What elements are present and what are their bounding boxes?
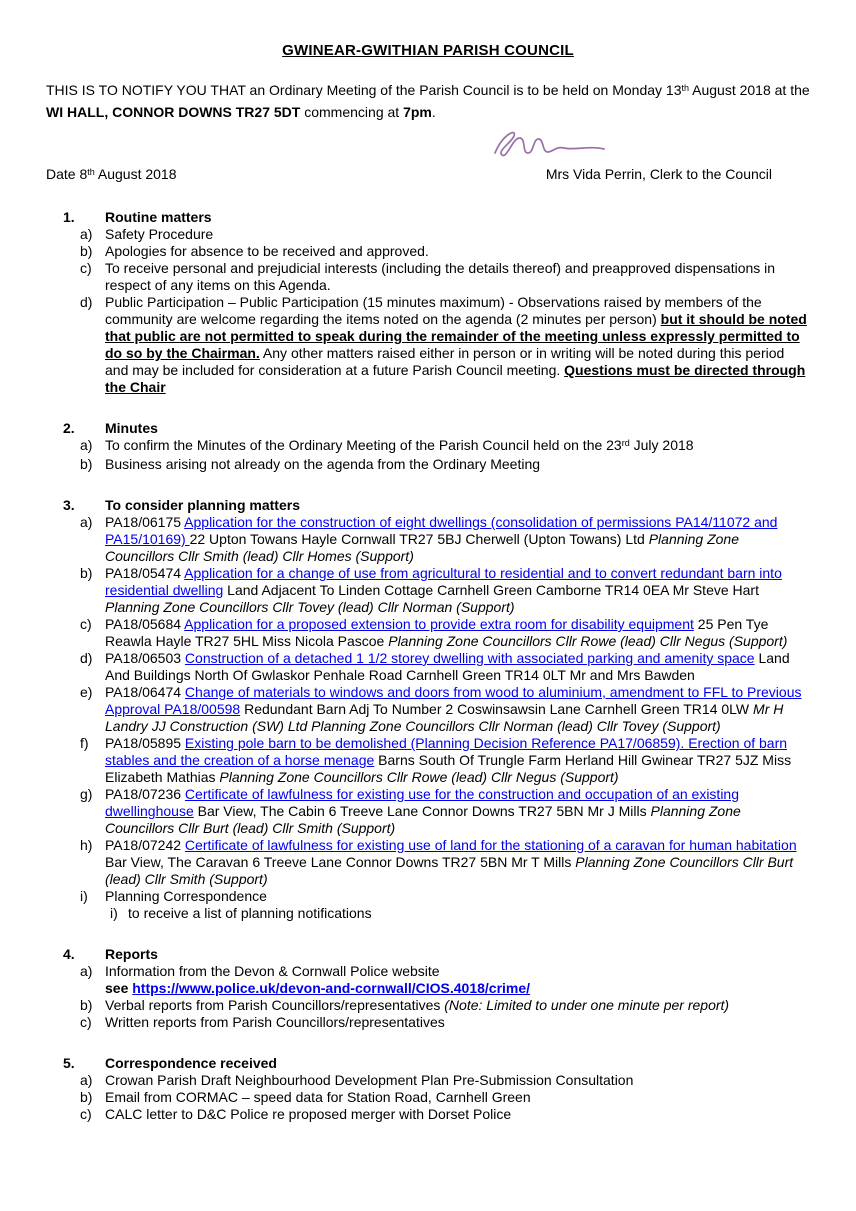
text-run: PA18/06175 (105, 514, 185, 530)
item-text (105, 226, 810, 243)
section-heading: Minutes (105, 420, 158, 436)
section-heading-row (46, 1055, 810, 1072)
item-text (105, 565, 810, 616)
meeting-notice (46, 80, 810, 122)
item-label: d) (80, 294, 93, 310)
item-text (105, 1089, 810, 1106)
signature-stroke (495, 133, 604, 156)
text-run: Any other matters raised either in person or in writing will be noted during this period and may be included for consideration at a future Parish Council meeting. (105, 345, 785, 378)
text-run: Safety Procedure (105, 226, 214, 242)
text-run: Business arising not already on the agenda from the Ordinary Meeting (105, 456, 541, 472)
hyperlink[interactable]: Application for a proposed extension to provide extra room for disability equipment (184, 616, 694, 632)
section-heading-row (46, 209, 810, 226)
text-run: see (105, 980, 133, 996)
item-text (105, 735, 810, 786)
hyperlink[interactable]: Certificate of lawfulness for existing use of land for the stationing of a caravan for human habitation (184, 837, 797, 853)
section-number: 3. (63, 497, 75, 513)
text-run: 25 Pen Tye Reawla Hayle TR27 5HL Miss Nicola Pascoe (105, 616, 769, 649)
text-run: Information from the Devon & Cornwall Police website (105, 963, 440, 979)
text-run: to receive a list of planning notifications (128, 905, 372, 921)
section-number: 4. (63, 946, 75, 962)
text-run: Planning Zone Councillors Cllr Rowe (lead) Cllr Negus (Support) (388, 633, 788, 649)
date-line (46, 165, 177, 185)
item-text (105, 1106, 810, 1123)
text-run: Bar View, The Cabin 6 Treeve Lane Connor Downs TR27 5BN Mr J Mills (193, 803, 651, 819)
text-run: th (87, 167, 95, 177)
text-run: Planning Zone Councillors Cllr Burt (lead) Cllr Smith (Support) (105, 854, 794, 887)
text-run: PA18/06474 (105, 684, 185, 700)
item-label: d) (80, 650, 93, 666)
handwritten-signature-icon (486, 125, 610, 165)
signoff-row (46, 165, 810, 185)
section-1 (46, 209, 810, 396)
item-label: i) (80, 888, 88, 904)
item-label: a) (80, 226, 93, 242)
agenda-item (46, 650, 810, 684)
hyperlink[interactable]: Application for a change of use from agricultural to residential and to convert redundant barn into residential dwelling (105, 565, 782, 598)
item-label: f) (80, 735, 89, 751)
section-2 (46, 420, 810, 473)
text-run: 22 Upton Towans Hayle Cornwall TR27 5BJ Cherwell (Upton Towans) Ltd (189, 531, 649, 547)
item-text (105, 684, 810, 735)
item-text (105, 616, 810, 650)
item-text (105, 888, 810, 905)
text-run: (Note: Limited to under one minute per report) (444, 997, 730, 1013)
item-label: a) (80, 437, 93, 453)
item-text (105, 997, 810, 1014)
item-label: h) (80, 837, 93, 853)
section-heading-row (46, 946, 810, 963)
clerk-name: Mrs Vida Perrin, Clerk to the Council (545, 166, 772, 182)
item-label: b) (80, 1089, 93, 1105)
text-run: . (431, 104, 436, 120)
item-label: a) (80, 963, 93, 979)
item-label: a) (80, 1072, 93, 1088)
item-text (105, 260, 810, 294)
item-text (105, 650, 810, 684)
item-text (105, 294, 810, 396)
item-label: i) (110, 905, 118, 921)
text-run: Redundant Barn Adj To Number 2 Coswinsawsin Lane Carnhell Green TR14 0LW (240, 701, 754, 717)
text-run: th (681, 83, 689, 93)
text-run: CALC letter to D&C Police re proposed merger with Dorset Police (105, 1106, 512, 1122)
text-run: Planning Correspondence (105, 888, 267, 904)
text-run: Planning Zone Councillors Cllr Tovey (lead) Cllr Norman (Support) (105, 599, 515, 615)
text-run: PA18/06503 (105, 650, 185, 666)
section-heading-row (46, 420, 810, 437)
agenda-item (46, 888, 810, 905)
section-number: 2. (63, 420, 75, 436)
agenda-item (46, 1106, 810, 1123)
agenda-item (46, 963, 810, 997)
section-heading: To consider planning matters (105, 497, 300, 513)
section-heading: Routine matters (105, 209, 212, 225)
item-label: c) (80, 616, 92, 632)
item-text (105, 1014, 810, 1031)
item-label: c) (80, 1014, 92, 1030)
agenda-item (46, 456, 810, 473)
agenda-item (46, 294, 810, 396)
item-text (105, 437, 810, 456)
text-run: commencing at (300, 104, 404, 120)
text-run: Barns South Of Trungle Farm Herland Hill Gwinear TR27 5JZ Miss Elizabeth Mathias (105, 752, 792, 785)
text-run: Date 8 (46, 166, 88, 182)
item-label: c) (80, 1106, 92, 1122)
section-number: 1. (63, 209, 75, 225)
item-text (105, 243, 810, 260)
item-label: b) (80, 243, 93, 259)
hyperlink[interactable]: https://www.police.uk/devon-and-cornwall/CIOS.4018/crime/ (132, 980, 531, 996)
text-run: PA18/05684 (105, 616, 185, 632)
item-label: g) (80, 786, 93, 802)
agenda-item (46, 260, 810, 294)
text-run: Public Participation – Public Participation (15 minutes maximum) - Observations raised by members of the community are welcome regarding the items noted on the agenda (2 minutes per person) (105, 294, 762, 327)
section-heading: Reports (105, 946, 158, 962)
text-run: Verbal reports from Parish Councillors/representatives (105, 997, 445, 1013)
agenda-item (46, 684, 810, 735)
signature-area (46, 124, 810, 164)
agenda-sub-item (46, 905, 810, 922)
item-label: e) (80, 684, 93, 700)
text-run: To receive personal and prejudicial interests (including the details thereof) and preapproved dispensations in respect of any items on this Agenda. (105, 260, 776, 293)
agenda-item (46, 437, 810, 456)
item-label: b) (80, 456, 93, 472)
text-run: PA18/07236 (105, 786, 185, 802)
agenda-sections (46, 209, 810, 1123)
agenda-item (46, 1089, 810, 1106)
agenda-item (46, 243, 810, 260)
hyperlink[interactable]: Change of materials to windows and doors from wood to aluminium, amendment to FFL to Previous Approval PA18/00598 (105, 684, 802, 717)
item-text (105, 1072, 810, 1089)
text-run: To confirm the Minutes of the Ordinary Meeting of the Parish Council held on the 23 (105, 437, 622, 453)
section-4 (46, 946, 810, 1031)
text-run: Planning Zone Councillors Cllr Burt (lead) Cllr Smith (Support) (105, 803, 741, 836)
hyperlink[interactable]: Certificate of lawfulness for existing use for the construction and occupation of an existing dwellinghouse (105, 786, 740, 819)
text-run: Land Adjacent To Linden Cottage Carnhell Green Camborne TR14 0EA Mr Steve Hart (223, 582, 759, 598)
text-run: August 2018 at the (689, 82, 810, 98)
agenda-item (46, 1072, 810, 1089)
item-label: b) (80, 565, 93, 581)
text-run: Mr H Landry JJ Construction (SW) Ltd Planning Zone Councillors Cllr Norman (lead) Cllr Tovey (Support) (105, 701, 784, 734)
agenda-item (46, 997, 810, 1014)
agenda-item (46, 565, 810, 616)
text-run: PA18/07242 (105, 837, 185, 853)
item-text (105, 456, 810, 473)
text-run: Written reports from Parish Councillors/representatives (105, 1014, 445, 1030)
item-text (105, 514, 810, 565)
text-run: July 2018 (629, 437, 694, 453)
item-label: a) (80, 514, 93, 530)
text-run: Planning Zone Councillors Cllr Rowe (lead) Cllr Negus (Support) (219, 769, 619, 785)
text-run: Bar View, The Caravan 6 Treeve Lane Connor Downs TR27 5BN Mr T Mills (105, 854, 576, 870)
text-run: Email from CORMAC – speed data for Station Road, Carnhell Green (105, 1089, 531, 1105)
section-heading: Correspondence received (105, 1055, 277, 1071)
item-text (105, 963, 810, 997)
item-text (105, 786, 810, 837)
text-run: Crowan Parish Draft Neighbourhood Development Plan Pre-Submission Consultation (105, 1072, 634, 1088)
text-run: Land And Buildings North Of Gwlaskor Penhale Road Carnhell Green TR14 0LT Mr and Mrs Bawden (105, 650, 790, 683)
text-run: 7pm (403, 104, 432, 120)
item-text (128, 905, 810, 922)
text-run: THIS IS TO NOTIFY YOU THAT an Ordinary Meeting of the Parish Council is to be held on Monday 13 (46, 82, 682, 98)
text-run: rd (621, 438, 630, 448)
item-label: c) (80, 260, 92, 276)
text-run: Apologies for absence to be received and approved. (105, 243, 429, 259)
agenda-item (46, 226, 810, 243)
text-run: PA18/05474 (105, 565, 185, 581)
agenda-item (46, 786, 810, 837)
agenda-item (46, 616, 810, 650)
item-label: b) (80, 997, 93, 1013)
section-number: 5. (63, 1055, 75, 1071)
text-run: WI HALL, CONNOR DOWNS TR27 5DT (46, 104, 301, 120)
text-run: but it should be noted that public are not permitted to speak during the remainder of the meeting unless expressly permitted to do so by the Chairman. (105, 311, 807, 361)
text-run: Questions must be directed through the Chair (105, 362, 806, 395)
item-text (105, 837, 810, 888)
agenda-item (46, 514, 810, 565)
agenda-item (46, 837, 810, 888)
text-run: PA18/05895 (105, 735, 185, 751)
section-3 (46, 497, 810, 922)
hyperlink[interactable]: Construction of a detached 1 1/2 storey dwelling with associated parking and amenity space (184, 650, 755, 666)
agenda-item (46, 1014, 810, 1031)
page-title: GWINEAR-GWITHIAN PARISH COUNCIL (282, 42, 574, 59)
section-heading-row (46, 497, 810, 514)
text-run: Planning Zone Councillors Cllr Smith (lead) Cllr Homes (Support) (105, 531, 740, 564)
agenda-item (46, 735, 810, 786)
hyperlink[interactable]: Application for the construction of eight dwellings (consolidation of permissions PA14/11072 and PA15/10169) (105, 514, 778, 547)
hyperlink[interactable]: Existing pole barn to be demolished (Planning Decision Reference PA17/06859). Erection of barn stables and the creation of a horse menage (105, 735, 788, 768)
text-run: August 2018 (94, 166, 177, 182)
section-5 (46, 1055, 810, 1123)
